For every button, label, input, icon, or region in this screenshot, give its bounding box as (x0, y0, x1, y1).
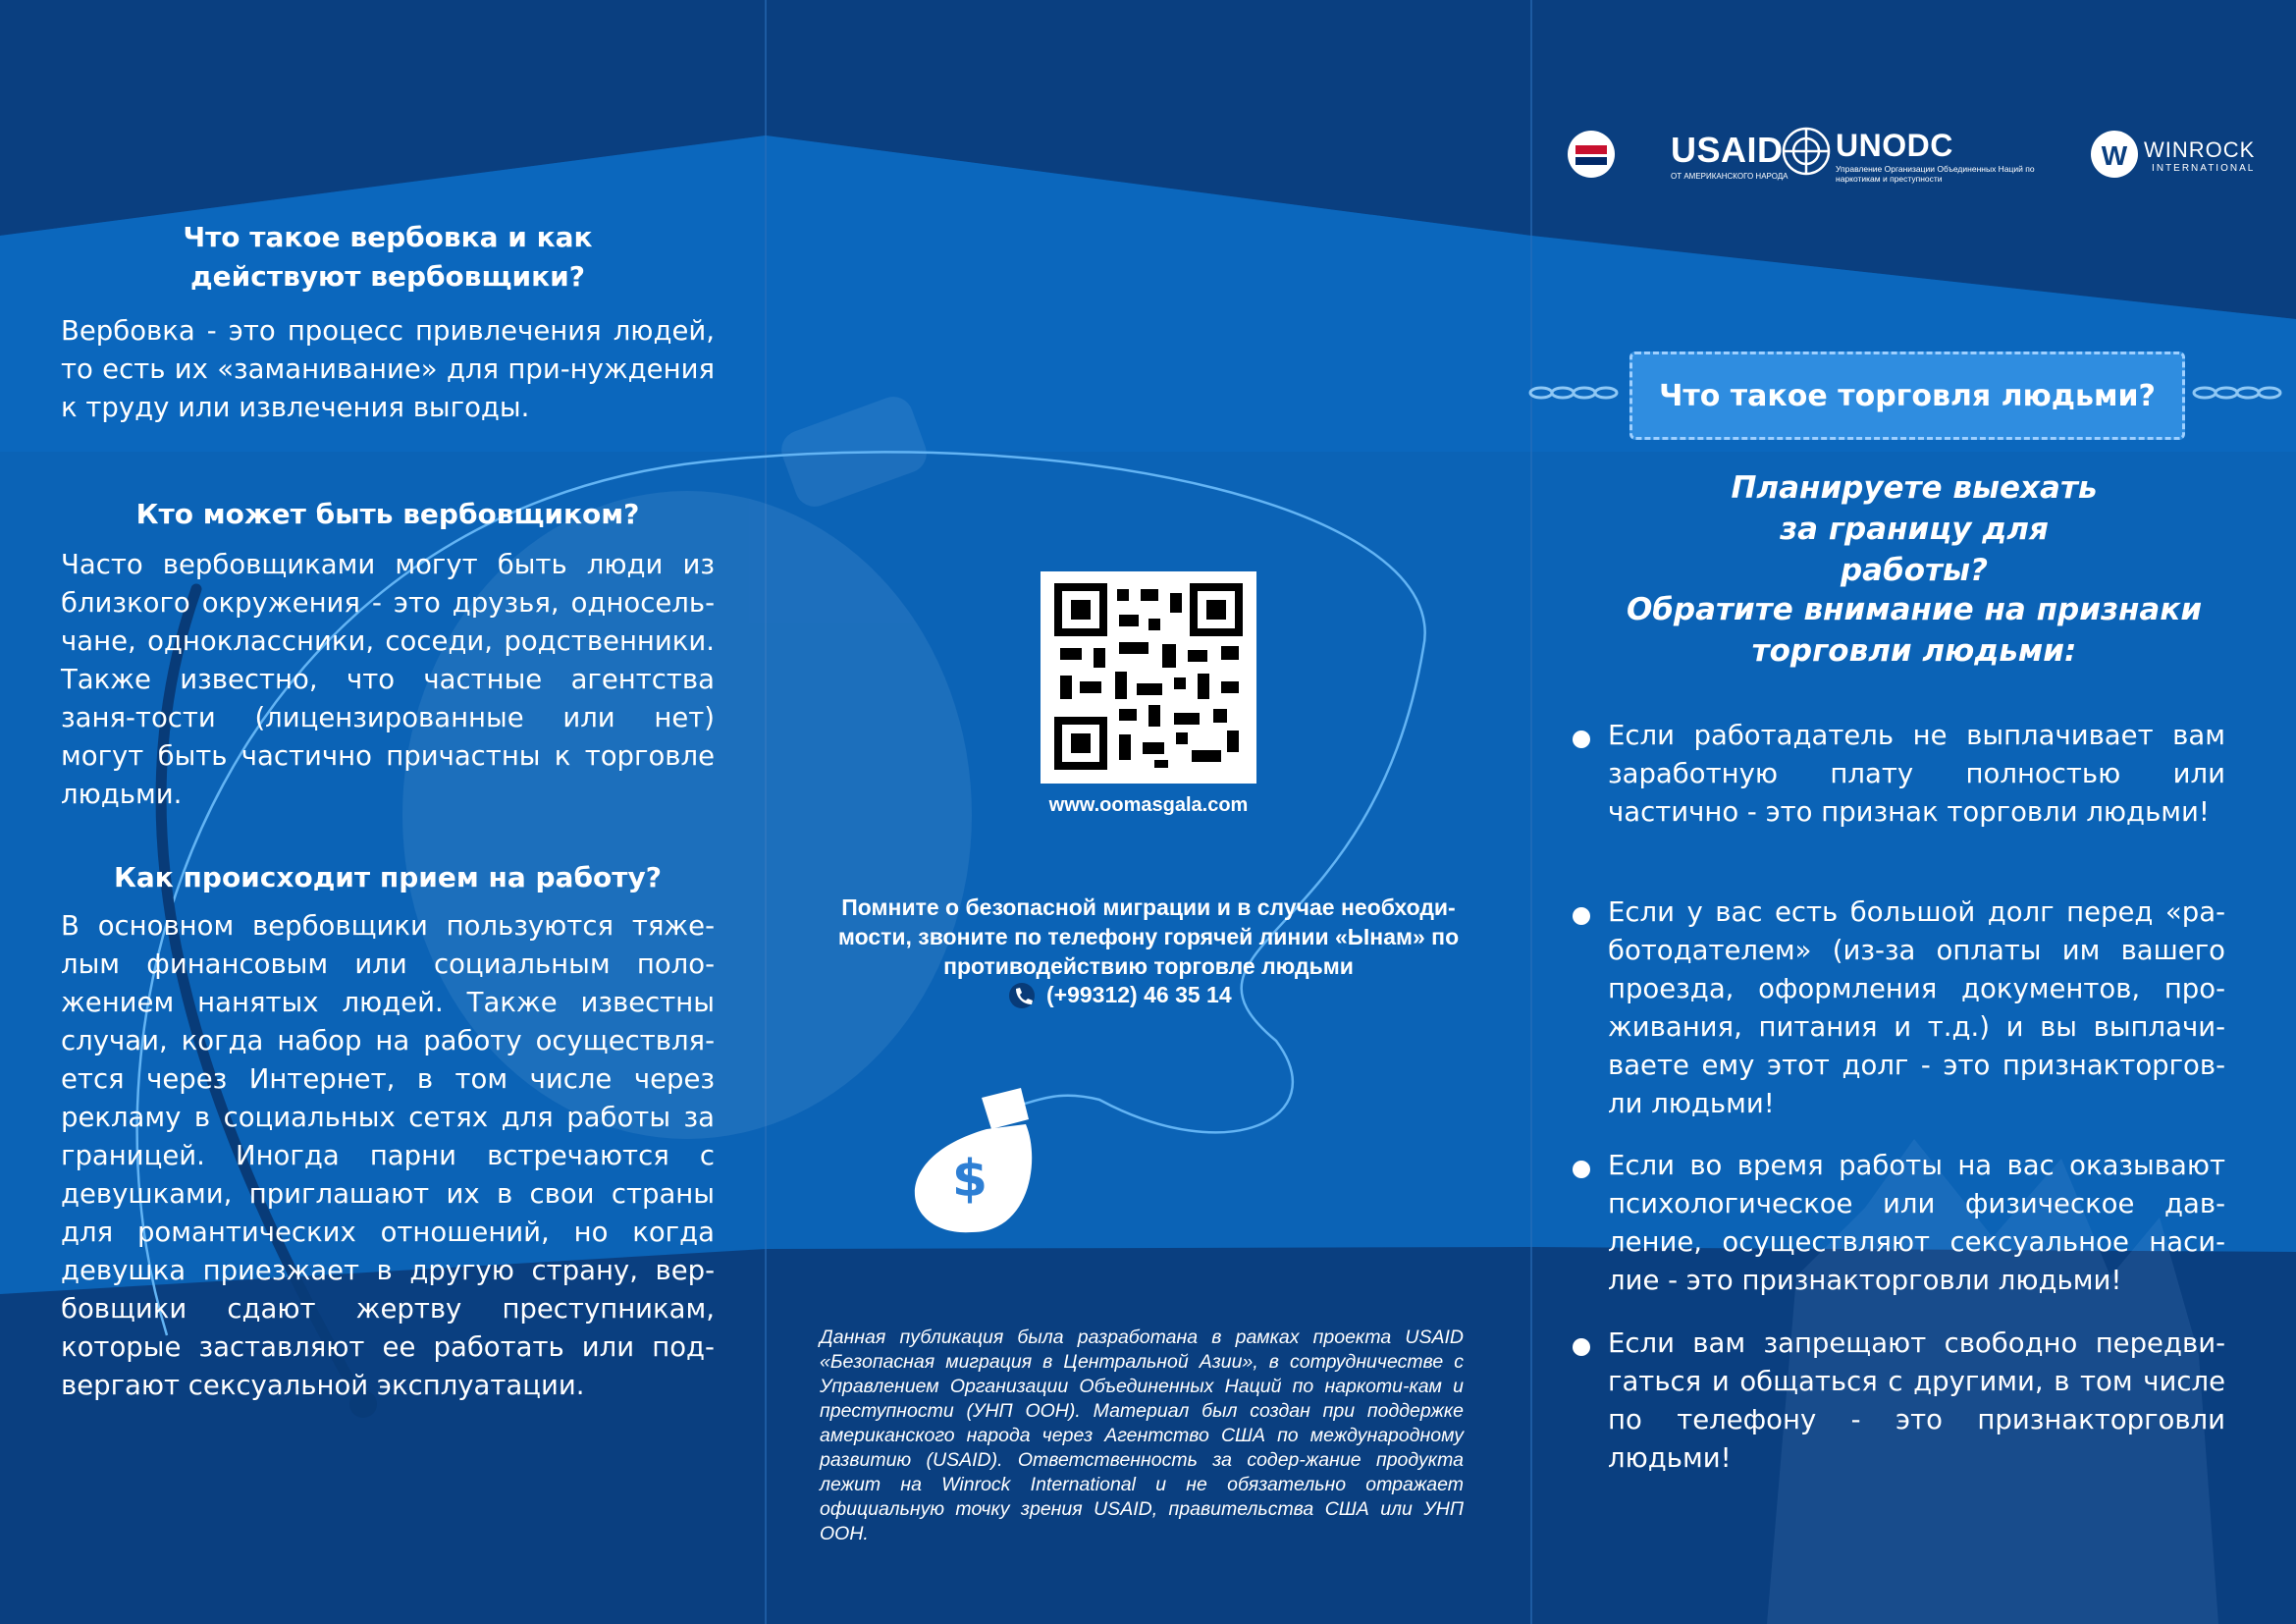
unodc-tagline: Управление Организации Объединенных Наций по наркотикам и преступности (1836, 164, 2035, 184)
unodc-name: UNODC (1836, 128, 1953, 163)
section-recruiter-text: Часто вербовщиками могут быть люди из близкого окружения - это друзья, односель-чане, одноклассники, соседи, родственники. Также известно, что частные агентства заня-тости (лицензированные или нет) могут быть частично причастны к торговле людьми. (61, 549, 715, 810)
hotline-text: Помните о безопасной миграции и в случае необходи-мости, звоните по телефону горячей линии «Ынам» по противодействию торговле людьми (837, 894, 1460, 979)
sign-item-text: Если вам запрещают свободно передви-гаться и общаться с другими, в том числе по телефону - это признакторговли людьми! (1608, 1327, 2225, 1474)
winrock-logo (2144, 137, 2255, 174)
sign-item-text: Если работадатель не выплачивает вам заработную плату полностью или частично - это признак торговли людьми! (1608, 720, 2225, 828)
usaid-logo (1622, 130, 1789, 182)
usaid-tagline: ОТ АМЕРИКАНСКОГО НАРОДА (1671, 172, 1789, 181)
sign-item-text: Если у вас есть большой долг перед «ра-ботодателем» (из-за оплаты им вашего проезда, оформления документов, про-живания, питания и т.д.) и вы выплачи-ваете ему этот долг - это признакторгов-ли людьми! (1608, 896, 2225, 1119)
bullet-icon (1573, 1161, 1590, 1178)
sign-item-text: Если во время работы на вас оказывают психологическое или физическое дав-ление, осуществляют сексуальное наси-лие - это признакторговли людьми! (1608, 1150, 2225, 1296)
section-hiring-title: Как происходит прием на работу? (114, 861, 662, 893)
winrock-tagline: INTERNATIONAL (2152, 163, 2256, 174)
section-recruiter (61, 495, 715, 814)
qr-code (1041, 571, 1256, 784)
unodc-logo (1836, 128, 2052, 184)
question-abroad (1610, 467, 2218, 591)
un-emblem-icon (1784, 129, 1829, 174)
hotline-phone[interactable]: (+99312) 46 35 14 (1046, 982, 1232, 1007)
bullet-icon (1573, 731, 1590, 748)
sign-item (1573, 893, 2225, 1123)
question-abroad-text: Планируете выехать за границу для работы? (1731, 470, 2098, 588)
trafficking-badge: Что такое торговля людьми? (1629, 352, 2185, 440)
section-hiring-text: В основном вербовщики пользуются тяже-лым финансовым или социальным поло-жением нанятых людей. Также известны случаи, когда набор на работу осуществля-ется через Интернет, в том числе через рекламу в социальных сетях для работы за границей. Иногда парни встречаются с девушками, приглашают их в свои страны для романтических отношений, но когда девушка приезжает в другую страну, вер-бовщики сдают жертву преступникам, которые заставляют ее работать или под-вергают сексуальной эксплуатации. (61, 910, 715, 1401)
section-recruiter-title: Кто может быть вербовщиком? (135, 498, 640, 530)
usaid-name: USAID (1671, 130, 1784, 170)
bullet-icon (1573, 1338, 1590, 1356)
svg-text:$: $ (951, 1150, 988, 1209)
sign-item (1573, 717, 2225, 832)
sign-item (1573, 1325, 2225, 1478)
credit-note: Данная публикация была разработана в рамках проекта USAID «Безопасная миграция в Центральной Азии», в сотрудничестве с Управлением Организации Объединенных Наций по наркоти-кам и преступности (УНП ООН). Материал был создан при поддержке американского народа через Агентство США по международному развитию (USAID). Ответственность за содер-жание продукта лежит на Winrock International и не обязательно отражает официальную точку зрения USAID, правительства США или УНП ООН. (820, 1326, 1464, 1544)
section-recruitment-text: Вербовка - это процесс привлечения людей, то есть их «заманивание» для при-нуждения к труду или извлечения выгоды. (61, 315, 715, 423)
winrock-name: WINROCK (2144, 137, 2256, 162)
section-hiring (61, 858, 715, 1405)
section-recruitment (61, 218, 715, 427)
sign-item (1573, 1147, 2225, 1300)
bullet-icon (1573, 907, 1590, 925)
usaid-seal-icon (1568, 131, 1615, 178)
section-recruitment-title: Что такое вербовка и как действуют вербовщики? (183, 221, 593, 293)
question-signs-text: Обратите внимание на признаки торговли людьми: (1626, 592, 2203, 669)
phone-icon (1009, 983, 1035, 1008)
website-url[interactable]: www.oomasgala.com (1048, 794, 1249, 816)
winrock-emblem-icon (2091, 131, 2138, 178)
question-signs (1610, 589, 2218, 672)
svg-text:W: W (2101, 140, 2128, 171)
